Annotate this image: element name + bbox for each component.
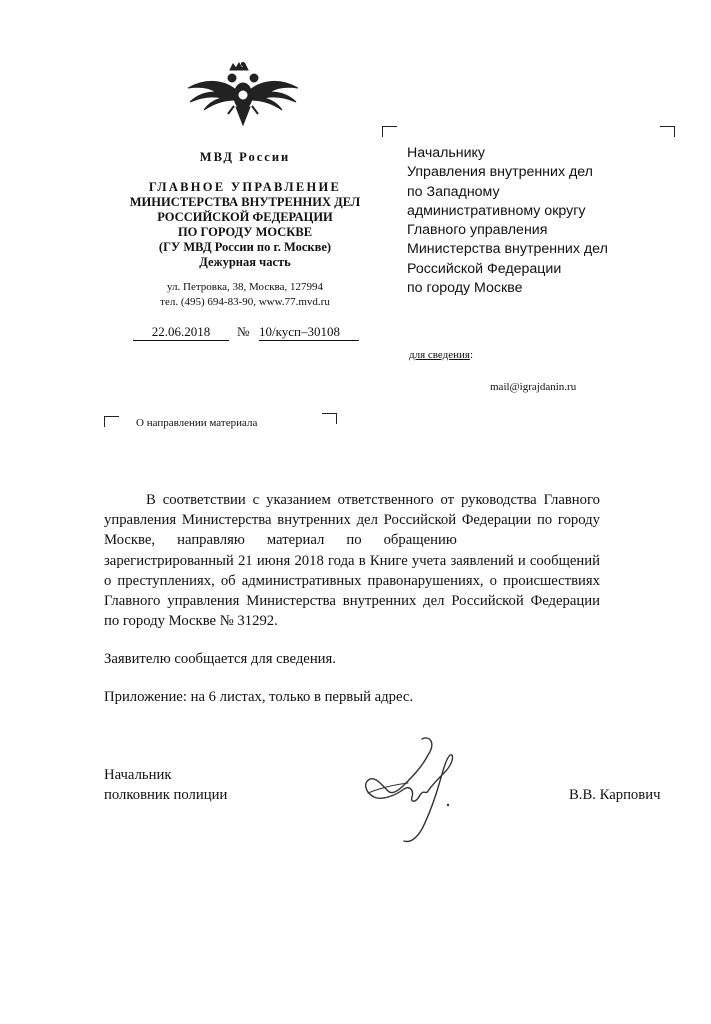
body-line: В соответствии с указанием ответственного от руководства Главного [146,492,600,508]
handwritten-signature [352,733,470,845]
body-paragraph-2: Заявителю сообщается для сведения. [104,651,336,667]
mvd-emblem-image [184,60,302,128]
org-line: Дежурная часть [199,255,291,269]
body-line: по городу Москве № 31292. [104,613,278,630]
subject-corner-left [104,416,119,427]
recipient-line: Начальнику [407,145,485,161]
recipient-line: административному округу [407,202,586,219]
recipient-line: Управления внутренних дел [407,164,593,181]
body-line: зарегистрированный 21 июня 2018 года в Книге учета заявлений и сообщений [104,552,600,569]
body-line: Москве, направляю материал по обращению [104,532,457,549]
org-line: ГЛАВНОЕ УПРАВЛЕНИЕ [148,180,342,194]
sender-contacts: тел. (495) 694-83-90, www.77.mvd.ru [160,296,330,308]
body-line: Главного управления Министерства внутренних дел Российской Федерации [104,593,600,610]
org-line: (ГУ МВД России по г. Москве) [158,240,332,254]
recipient-email: mail@igrajdanin.ru [490,381,577,393]
body-paragraph-1 [104,490,600,631]
recipient-corner-right [660,126,675,137]
sender-address: ул. Петровка, 38, Москва, 127994 [167,281,323,293]
recipient-line: по городу Москве [407,280,523,297]
recipient-line: Главного управления [407,222,548,239]
info-colon: : [469,349,474,361]
org-line: РОССИЙСКОЙ ФЕДЕРАЦИИ [157,210,333,224]
info-label: для сведения [409,349,470,361]
registration-date: 22.06.2018 [133,324,229,341]
body-paragraph-3: Приложение: на 6 листах, только в первый адрес. [104,689,414,705]
subject-line: О направлении материала [136,417,258,429]
recipient-line: по Западному [407,183,500,200]
subject-corner-right [322,413,337,424]
info-label-group [409,348,473,362]
signatory-rank: полковник полиции [104,787,228,803]
signatory-position: Начальник [104,767,172,783]
recipient-line: Министерства внутренних дел [407,241,608,258]
org-short-name: МВД России [199,150,291,164]
recipient-line: Российской Федерации [407,260,562,277]
recipient-corner-left [382,126,397,137]
number-sign: № [237,324,250,339]
registration-number: 10/кусп–30108 [259,324,359,341]
org-line: ПО ГОРОДУ МОСКВЕ [177,225,313,239]
org-line: МИНИСТЕРСТВА ВНУТРЕННИХ ДЕЛ [129,195,361,209]
recipient-block [407,144,608,298]
body-line: о преступлениях, об административных правонарушениях, о происшествиях [104,572,600,589]
org-full-name [120,180,370,270]
body-line: управления Министерства внутренних дел Российской Федерации по городу [104,512,600,529]
signatory-name: В.В. Карпович [569,787,661,803]
